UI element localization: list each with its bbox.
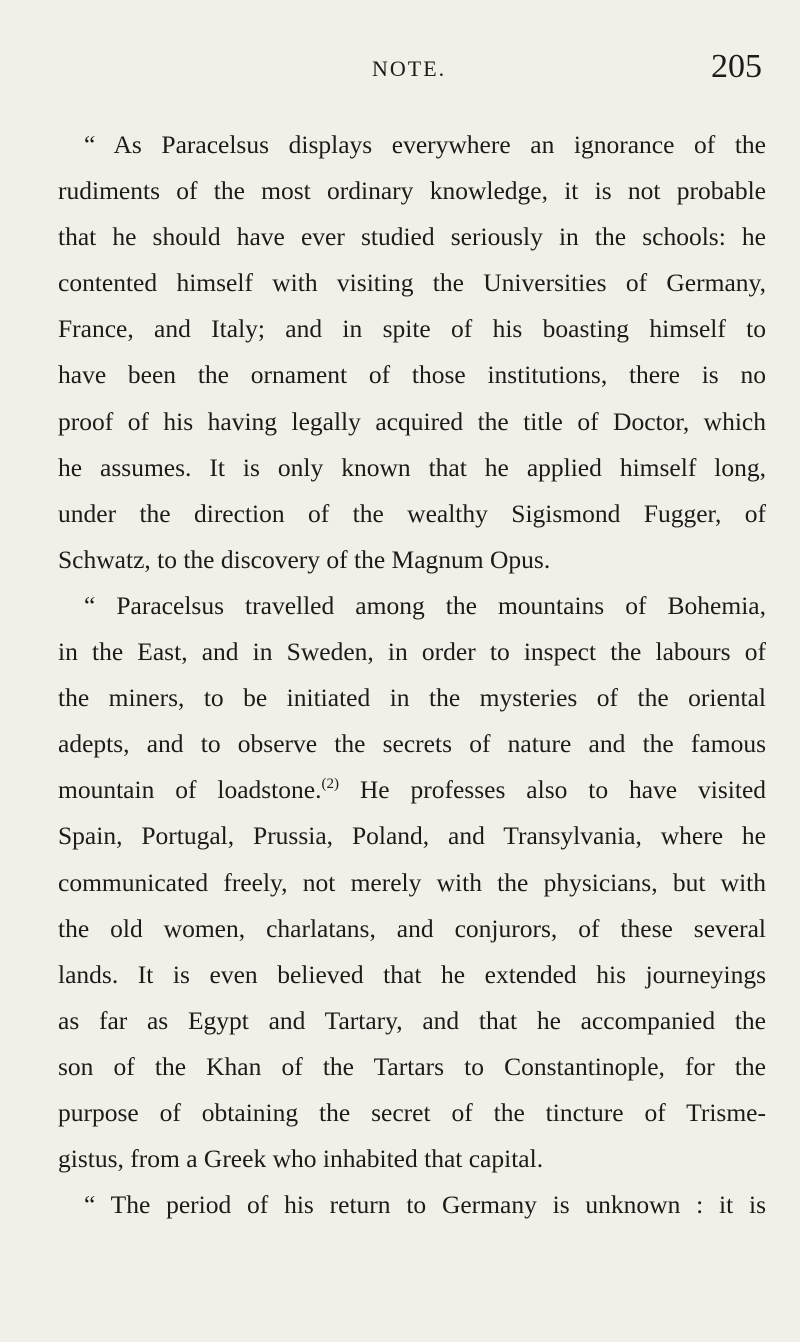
text-line: that he should have ever studied seriously in the schools: he [58,222,766,252]
page-number: 205 [711,48,762,85]
text-line: rudiments of the most ordinary knowledge, it is not probable [58,176,766,206]
running-head [0,46,800,86]
text-line: have been the ornament of those institutions, there is no [58,360,766,390]
body-text [58,122,766,1228]
text-line: communicated freely, not merely with the physicians, but with [58,867,766,897]
text-line: the old women, charlatans, and conjurors, of these several [58,913,766,943]
text-line: “ The period of his return to Germany is unknown : it is [84,1190,766,1220]
text-line: adepts, and to observe the secrets of nature and the famous [58,729,766,759]
text-line: purpose of obtaining the secret of the tincture of Trisme- [58,1097,766,1127]
text-line: gistus, from a Greek who inhabited that capital. [58,1144,544,1174]
text-line: he assumes. It is only known that he applied himself long, [58,452,766,482]
text-line: France, and Italy; and in spite of his boasting himself to [58,314,766,344]
text-line: son of the Khan of the Tartars to Constantinople, for the [58,1051,766,1081]
header-title: NOTE. [372,56,447,81]
text-line: the miners, to be initiated in the mysteries of the oriental [58,683,766,713]
text-line: as far as Egypt and Tartary, and that he accompanied the [58,1005,766,1035]
text-fragment: mountain of loadstone. [58,775,322,805]
text-line: under the direction of the wealthy Sigismond Fugger, of [58,498,766,528]
text-line: contented himself with visiting the Universities of Germany, [58,268,766,298]
text-line: lands. It is even believed that he extended his journeyings [58,959,766,989]
footnote-marker: (2) [321,776,339,793]
text-line: Schwatz, to the discovery of the Magnum Opus. [58,544,551,574]
text-line: in the East, and in Sweden, in order to inspect the labours of [58,637,766,667]
text-line: “ Paracelsus travelled among the mountains of Bohemia, [84,590,766,620]
text-fragment: He professes also to have visited [359,775,767,805]
text-line: proof of his having legally acquired the title of Doctor, which [58,406,766,436]
text-line [58,767,766,813]
text-line: Spain, Portugal, Prussia, Poland, and Transylvania, where he [58,821,766,851]
text-line: “ As Paracelsus displays everywhere an ignorance of the [84,130,766,159]
